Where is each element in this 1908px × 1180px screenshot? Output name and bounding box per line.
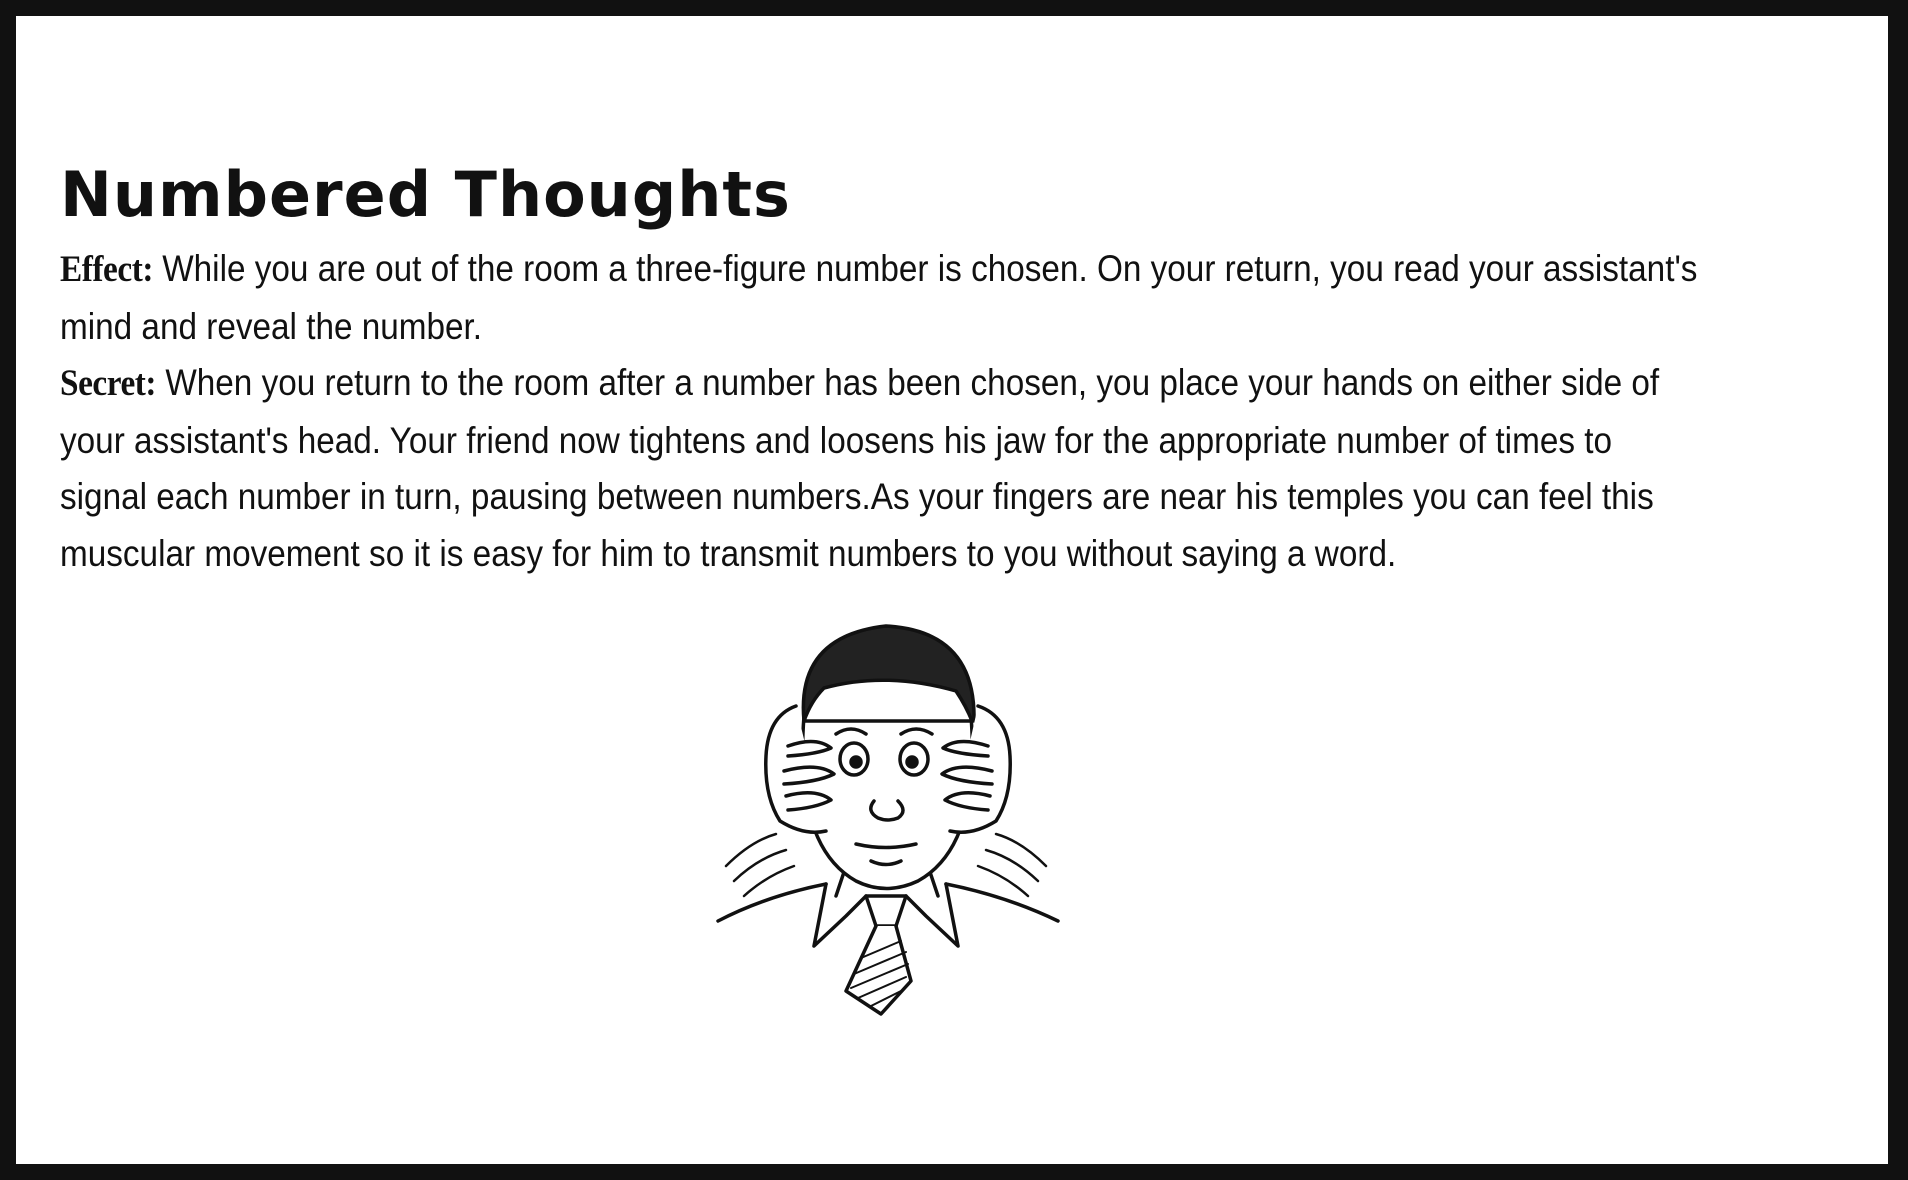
effect-label: Effect: <box>60 249 153 290</box>
trick-title: Numbered Thoughts <box>60 158 791 231</box>
trick-card <box>16 16 1888 1164</box>
man-with-hands-on-head-illustration <box>696 596 1076 1026</box>
secret-label: Secret: <box>60 363 157 404</box>
effect-text: While you are out of the room a three-figure number is chosen. On your return, you read your assistant's mind and reveal the number. <box>60 248 1698 347</box>
secret-text: When you return to the room after a number has been chosen, you place your hands on either side of your assistant's head. Your friend now tightens and loosens his jaw for the appropriate number of times to signal each number in turn, pausing between numbers.As your fingers are near his temples you can feel this muscular movement so it is easy for him to transmit numbers to you without saying a word. <box>60 362 1660 574</box>
trick-description <box>60 241 1698 582</box>
secret-paragraph <box>60 355 1698 582</box>
effect-paragraph <box>60 241 1698 355</box>
